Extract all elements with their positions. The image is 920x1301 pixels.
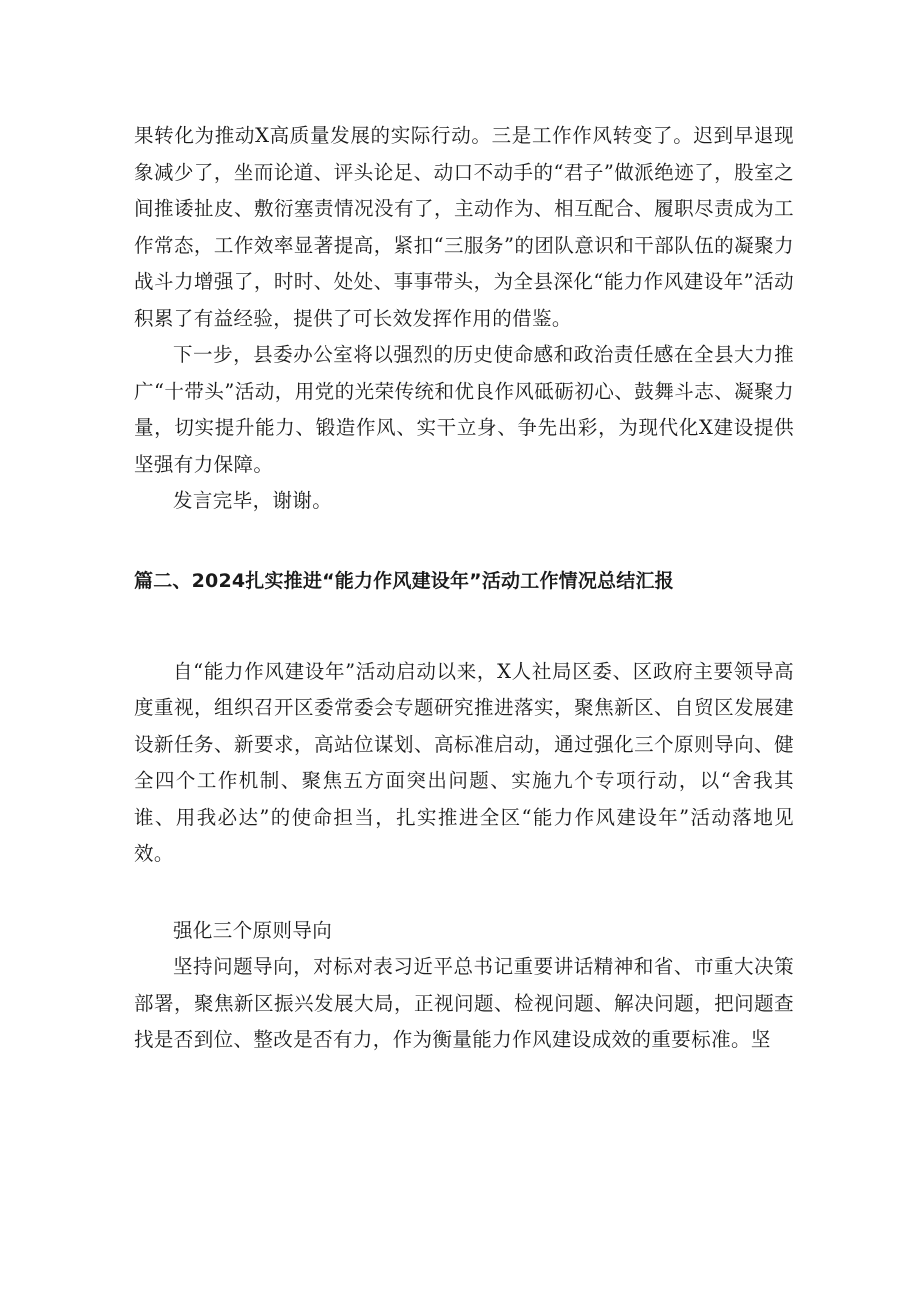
spacer — [134, 596, 794, 654]
paragraph-next-step: 下一步，县委办公室将以强烈的历史使命感和政治责任感在全县大力推广“十带头”活动，用党的光荣传统和优良作风砥砺初心、鼓舞斗志、凝聚力量，切实提升能力、锻造作风、实干立身、争先出彩，为现代化X建设提供坚强有力保障。 — [134, 343, 794, 476]
document-page — [134, 118, 794, 1059]
paragraph-closing: 发言完毕，谢谢。 — [173, 489, 333, 512]
paragraph-continuation: 果转化为推动X高质量发展的实际行动。三是工作作风转变了。迟到早退现象减少了，坐而论道、评头论足、动口不动手的“君子”做派绝迹了，股室之间推诿扯皮、敷衍塞责情况没有了，主动作为、相互配合、履职尽责成为工作常态，工作效率显著提高，紧扣“三服务”的团队意识和干部队伍的凝聚力战斗力增强了，时时、处处、事事带头，为全县深化“能力作风建设年”活动积累了有益经验，提供了可长效发挥作用的借鉴。 — [134, 124, 794, 330]
paragraph-intro: 自“能力作风建设年”活动启动以来，X人社局区委、区政府主要领导高度重视，组织召开区委常委会专题研究推进落实，聚焦新区、自贸区发展建设新任务、新要求，高站位谋划、高标准启动，通过强化三个原则导向、健全四个工作机制、聚焦五方面突出问题、实施九个专项行动，以“舍我其谁、用我必达”的使命担当，扎实推进全区“能力作风建设年”活动落地见效。 — [134, 659, 794, 865]
subheading: 强化三个原则导向 — [173, 918, 333, 942]
section-heading: 篇二、2024扎实推进“能力作风建设年”活动工作情况总结汇报 — [134, 569, 674, 592]
spacer — [134, 873, 794, 913]
paragraph-problem-oriented: 坚持问题导向，对标对表习近平总书记重要讲话精神和省、市重大决策部署，聚焦新区振兴发展大局，正视问题、检视问题、解决问题，把问题查找是否到位、整改是否有力，作为衡量能力作风建设成效的重要标准。坚 — [134, 955, 794, 1051]
